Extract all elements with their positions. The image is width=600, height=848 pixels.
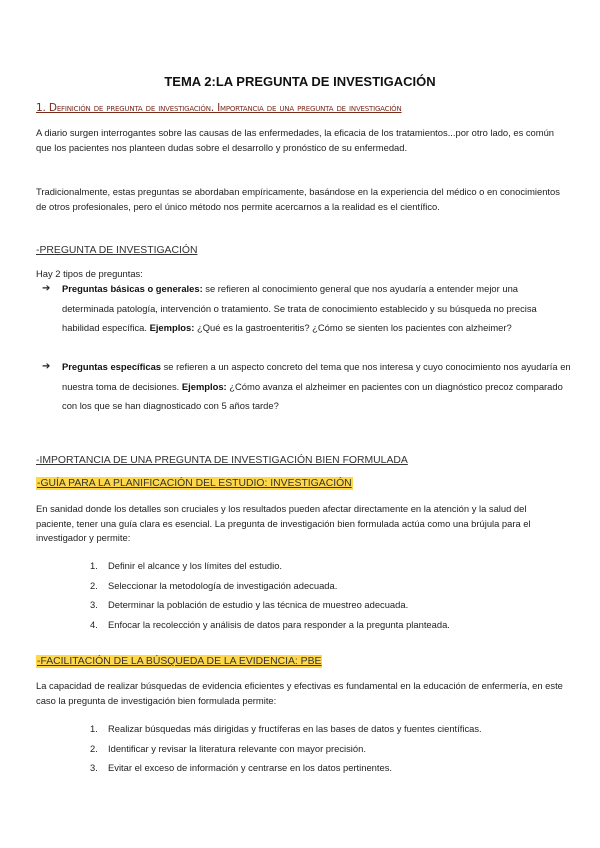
arrow-icon: ➔ xyxy=(42,361,51,372)
paragraph-intro: A diario surgen interrogantes sobre las causas de las enfermedades, la eficacia de los tratamientos...por otro lado, es común que los pacientes nos planteen dudas sobre el desarrollo y pronóstico de su enfermedad. xyxy=(36,127,554,153)
bullet-text: se refieren a un aspecto concreto del tema que nos interesa y cuyo conocimiento nos ayudaría en nuestra toma de decisiones. xyxy=(62,361,571,392)
bullet-item-especificas xyxy=(42,357,572,416)
examples-text: ¿Qué es la gastroenteritis? ¿Cómo se sienten los pacientes con alzheimer? xyxy=(194,322,512,333)
bullet-bold-label: Preguntas específicas xyxy=(62,361,162,372)
examples-label: Ejemplos: xyxy=(149,322,195,333)
subheading-guia xyxy=(36,478,353,489)
list-item: 2. Seleccionar la metodología de investigación adecuada. xyxy=(90,579,338,591)
ordered-list-facilitacion xyxy=(90,719,482,778)
page-title: TEMA 2:LA PREGUNTA DE INVESTIGACIÓN xyxy=(164,74,436,89)
arrow-icon: ➔ xyxy=(42,283,51,294)
section-heading-definicion: 1. Definición de pregunta de investigación. Importancia de una pregunta de investigación xyxy=(36,102,402,114)
list-item: 3. Evitar el exceso de información y centrarse en los datos pertinentes. xyxy=(90,762,393,773)
examples-text: ¿Cómo avanza el alzheimer en pacientes con un diagnóstico precoz comparado con los que se han diagnosticado con 5 años tarde? xyxy=(62,380,563,411)
examples-label: Ejemplos: xyxy=(181,380,227,392)
subheading-importancia: -IMPORTANCIA DE UNA PREGUNTA DE INVESTIGACIÓN BIEN FORMULADA xyxy=(36,455,408,466)
subheading-pregunta: -PREGUNTA DE INVESTIGACIÓN xyxy=(36,245,198,256)
paragraph-facilitacion: La capacidad de realizar búsquedas de evidencia eficientes y efectivas es fundamental en la educación de enfermería, en este caso la pregunta de investigación bien formulada permite: xyxy=(36,680,563,706)
ordered-list-guia xyxy=(90,556,450,634)
bullet-item-basicas xyxy=(42,279,572,338)
paragraph-guia: En sanidad donde los detalles son cruciales y los resultados pueden afectar directamente en la atención y la salud del paciente, tener una guía clara es esencial. La pregunta de investigación bien formulada actúa como una brújula para el investigador y permite: xyxy=(36,503,531,543)
highlighted-heading: -FACILITACIÓN DE LA BÚSQUEDA DE LA EVIDENCIA: PBE xyxy=(37,656,322,667)
bullet-bold-label: Preguntas básicas o generales: xyxy=(62,283,203,294)
highlighted-heading: -GUÍA PARA LA PLANIFICACIÓN DEL ESTUDIO: INVESTIGACIÓN xyxy=(37,478,352,489)
bullet-text: se refieren al conocimiento general que nos ayudaría a entender mejor una determinada patología, intervención o tratamiento. Se trata de conocimiento establecido y su búsqueda no precisa habilidad específica. xyxy=(62,283,537,333)
paragraph-tipos: Hay 2 tipos de preguntas: xyxy=(36,268,143,279)
list-item: 2. Identificar y revisar la literatura relevante con mayor precisión. xyxy=(90,742,366,754)
list-item: 1. Definir el alcance y los límites del estudio. xyxy=(90,560,283,571)
list-item: 3. Determinar la población de estudio y las técnica de muestreo adecuada. xyxy=(90,599,409,610)
list-item: 4. Enfocar la recolección y análisis de datos para responder a la pregunta planteada. xyxy=(90,618,450,630)
list-item: 1. Realizar búsquedas más dirigidas y fructíferas en las bases de datos y fuentes científicas. xyxy=(90,723,482,734)
subheading-facilitacion xyxy=(36,656,322,667)
paragraph-tradicional: Tradicionalmente, estas preguntas se abordaban empíricamente, basándose en la experiencia del médico o en conocimientos de otros profesionales, pero el único método nos permite acercarnos a la realidad es el científico. xyxy=(36,186,560,212)
